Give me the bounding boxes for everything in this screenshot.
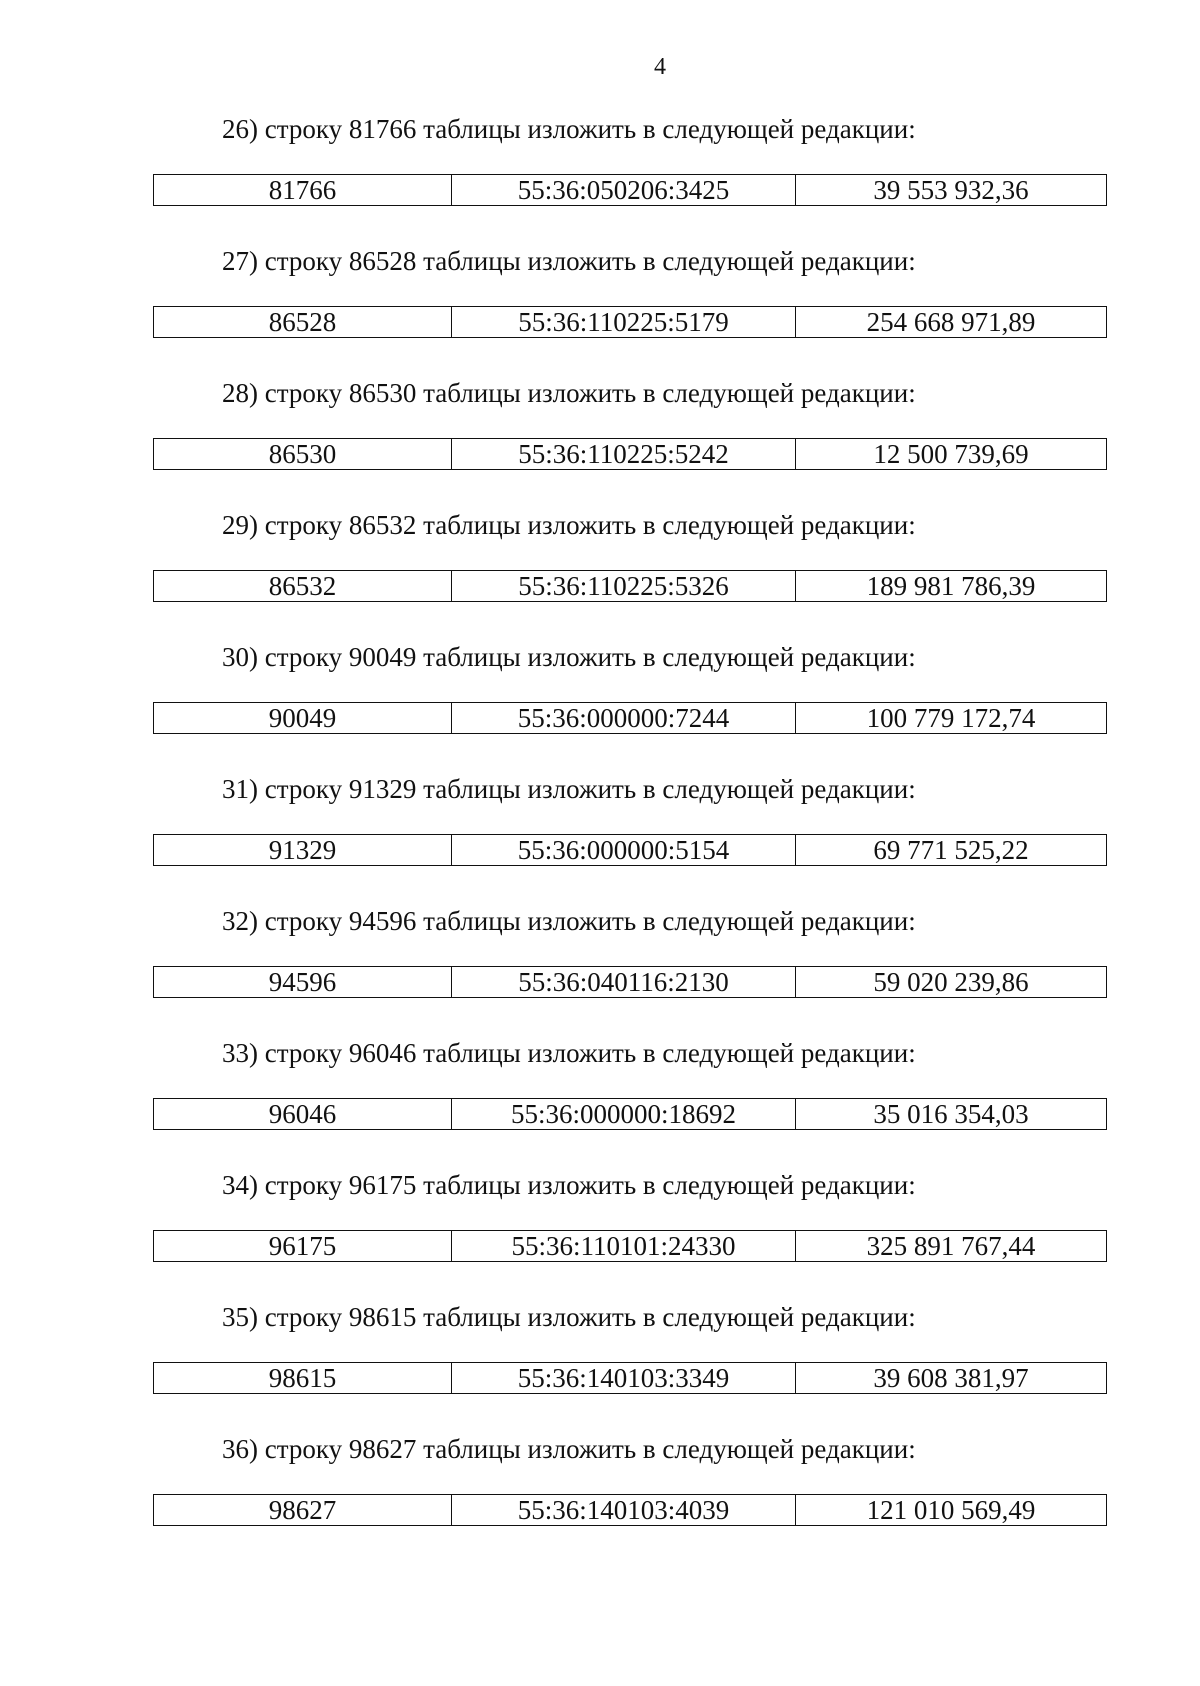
row-number-cell: 94596 [154, 967, 452, 998]
amendment-instruction: 28) строку 86530 таблицы изложить в следующей редакции: [222, 378, 916, 408]
amendment-instruction: 35) строку 98615 таблицы изложить в следующей редакции: [222, 1302, 916, 1332]
amendment-instruction: 34) строку 96175 таблицы изложить в следующей редакции: [222, 1170, 916, 1200]
row-number-cell: 91329 [154, 835, 452, 866]
cadastral-number-cell: 55:36:000000:5154 [452, 835, 796, 866]
page-number: 4 [654, 54, 666, 80]
table-row [154, 703, 1107, 734]
table-row [154, 175, 1107, 206]
cadastral-number-cell: 55:36:050206:3425 [452, 175, 796, 206]
table-row [154, 571, 1107, 602]
cadastral-value-cell: 39 553 932,36 [796, 175, 1107, 206]
amendment-instruction: 30) строку 90049 таблицы изложить в следующей редакции: [222, 642, 916, 672]
table-row [154, 1231, 1107, 1262]
cadastral-value-cell: 189 981 786,39 [796, 571, 1107, 602]
amendment-entry [0, 376, 1200, 508]
cadastral-number-cell: 55:36:000000:18692 [452, 1099, 796, 1130]
amendment-row-table [153, 834, 1107, 866]
row-number-cell: 81766 [154, 175, 452, 206]
row-number-cell: 98615 [154, 1363, 452, 1394]
table-row [154, 835, 1107, 866]
cadastral-value-cell: 39 608 381,97 [796, 1363, 1107, 1394]
cadastral-value-cell: 254 668 971,89 [796, 307, 1107, 338]
amendment-row-table [153, 702, 1107, 734]
amendment-instruction: 31) строку 91329 таблицы изложить в следующей редакции: [222, 774, 916, 804]
row-number-cell: 86528 [154, 307, 452, 338]
row-number-cell: 90049 [154, 703, 452, 734]
table-row [154, 439, 1107, 470]
amendment-row-table [153, 306, 1107, 338]
cadastral-number-cell: 55:36:140103:3349 [452, 1363, 796, 1394]
cadastral-number-cell: 55:36:110225:5179 [452, 307, 796, 338]
row-number-cell: 86530 [154, 439, 452, 470]
cadastral-value-cell: 59 020 239,86 [796, 967, 1107, 998]
amendment-row-table [153, 1098, 1107, 1130]
row-number-cell: 86532 [154, 571, 452, 602]
cadastral-value-cell: 121 010 569,49 [796, 1495, 1107, 1526]
cadastral-number-cell: 55:36:110225:5242 [452, 439, 796, 470]
row-number-cell: 96175 [154, 1231, 452, 1262]
table-row [154, 1495, 1107, 1526]
cadastral-number-cell: 55:36:140103:4039 [452, 1495, 796, 1526]
amendment-row-table [153, 438, 1107, 470]
amendment-entry [0, 640, 1200, 772]
amendment-instruction: 29) строку 86532 таблицы изложить в следующей редакции: [222, 510, 916, 540]
amendment-instruction: 36) строку 98627 таблицы изложить в следующей редакции: [222, 1434, 916, 1464]
table-row [154, 1099, 1107, 1130]
cadastral-value-cell: 12 500 739,69 [796, 439, 1107, 470]
cadastral-value-cell: 100 779 172,74 [796, 703, 1107, 734]
amendment-instruction: 33) строку 96046 таблицы изложить в следующей редакции: [222, 1038, 916, 1068]
amendment-entry [0, 1036, 1200, 1168]
amendment-row-table [153, 966, 1107, 998]
amendment-entry [0, 1168, 1200, 1300]
table-row [154, 967, 1107, 998]
table-row [154, 307, 1107, 338]
amendment-entry [0, 508, 1200, 640]
cadastral-number-cell: 55:36:110101:24330 [452, 1231, 796, 1262]
amendment-row-table [153, 570, 1107, 602]
table-row [154, 1363, 1107, 1394]
amendment-row-table [153, 1230, 1107, 1262]
amendment-instruction: 27) строку 86528 таблицы изложить в следующей редакции: [222, 246, 916, 276]
amendment-entry [0, 112, 1200, 244]
cadastral-value-cell: 325 891 767,44 [796, 1231, 1107, 1262]
amendment-list [0, 112, 1200, 1564]
amendment-instruction: 32) строку 94596 таблицы изложить в следующей редакции: [222, 906, 916, 936]
row-number-cell: 98627 [154, 1495, 452, 1526]
amendment-row-table [153, 174, 1107, 206]
amendment-entry [0, 244, 1200, 376]
amendment-entry [0, 904, 1200, 1036]
amendment-entry [0, 772, 1200, 904]
cadastral-number-cell: 55:36:110225:5326 [452, 571, 796, 602]
amendment-entry [0, 1432, 1200, 1564]
amendment-entry [0, 1300, 1200, 1432]
amendment-instruction: 26) строку 81766 таблицы изложить в следующей редакции: [222, 114, 916, 144]
cadastral-number-cell: 55:36:040116:2130 [452, 967, 796, 998]
cadastral-number-cell: 55:36:000000:7244 [452, 703, 796, 734]
cadastral-value-cell: 35 016 354,03 [796, 1099, 1107, 1130]
row-number-cell: 96046 [154, 1099, 452, 1130]
cadastral-value-cell: 69 771 525,22 [796, 835, 1107, 866]
amendment-row-table [153, 1362, 1107, 1394]
amendment-row-table [153, 1494, 1107, 1526]
